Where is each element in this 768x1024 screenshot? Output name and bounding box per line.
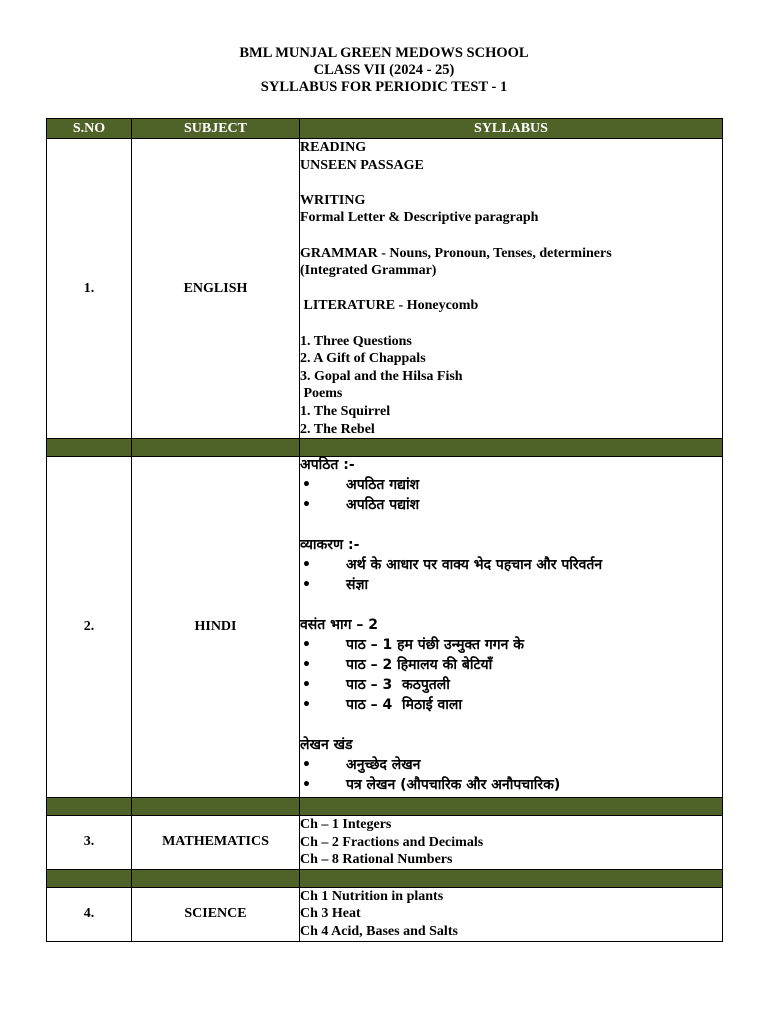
- bullet-icon: •: [302, 757, 311, 774]
- syllabus-line: 2. A Gift of Chappals: [300, 351, 426, 367]
- syllabus-line: [300, 577, 722, 597]
- syllabus-line: [300, 677, 722, 697]
- syllabus-line: Ch – 8 Rational Numbers: [300, 852, 453, 868]
- syllabus-line: 1. Three Questions: [300, 333, 412, 349]
- syllabus-line: LITERATURE - Honeycomb: [300, 298, 479, 314]
- separator-row: [47, 798, 723, 816]
- syllabus-line: Ch 3 Heat: [300, 906, 361, 922]
- syllabus-line: (Integrated Grammar): [300, 263, 437, 279]
- syllabus-line: Formal Letter & Descriptive paragraph: [300, 210, 539, 226]
- syllabus-line: Ch – 1 Integers: [300, 817, 392, 833]
- subject-cell: SCIENCE: [132, 887, 300, 941]
- column-header-sno: S.NO: [47, 119, 132, 139]
- syllabus-line-text: अनुच्छेद लेखन: [346, 757, 421, 774]
- syllabus-line: [300, 757, 722, 777]
- separator-cell: [47, 439, 132, 457]
- separator-cell: [47, 798, 132, 816]
- syllabus-line: [300, 617, 722, 637]
- syllabus-line: [300, 537, 722, 557]
- syllabus-cell: [300, 139, 723, 439]
- sno-cell: 2.: [47, 457, 132, 798]
- syllabus-line: [300, 174, 722, 192]
- bullet-icon: •: [302, 477, 311, 494]
- syllabus-line-text: व्याकरण :-: [300, 537, 360, 554]
- separator-cell: [47, 869, 132, 887]
- syllabus-line-text: पाठ – 4 मिठाई वाला: [346, 697, 462, 714]
- syllabus-line-text: पाठ – 3 कठपुतली: [346, 677, 450, 694]
- separator-cell: [300, 439, 723, 457]
- syllabus-line: [300, 517, 722, 537]
- syllabus-line-text: अपठित गद्यांश: [346, 477, 420, 494]
- syllabus-line: [300, 457, 722, 477]
- syllabus-line: [300, 227, 722, 245]
- syllabus-line-text: पत्र लेखन (औपचारिक और अनौपचारिक): [346, 777, 561, 794]
- separator-cell: [300, 798, 723, 816]
- syllabus-line-text: वसंत भाग – 2: [300, 617, 378, 634]
- bullet-icon: •: [302, 777, 311, 794]
- syllabus-line-text: लेखन खंड: [300, 737, 353, 754]
- separator-row: [47, 869, 723, 887]
- syllabus-line: WRITING: [300, 192, 366, 208]
- syllabus-line-text: अपठित :-: [300, 457, 355, 474]
- bullet-icon: •: [302, 577, 311, 594]
- syllabus-line: [300, 717, 722, 737]
- syllabus-line-text: पाठ – 2 हिमालय की बेटियाँ: [346, 657, 493, 674]
- bullet-icon: •: [302, 677, 311, 694]
- syllabus-line: UNSEEN PASSAGE: [300, 157, 424, 173]
- syllabus-cell: [300, 816, 723, 870]
- syllabus-table: [46, 118, 723, 942]
- class-title: CLASS VII (2024 - 25): [313, 62, 455, 78]
- bullet-icon: •: [302, 557, 311, 574]
- syllabus-line: [300, 315, 722, 333]
- document-header: [0, 45, 768, 96]
- syllabus-line-text: पाठ – 1 हम पंछी उन्मुक्त गगन के: [346, 637, 525, 654]
- syllabus-line-text: संज्ञा: [346, 577, 369, 594]
- table-row-science: [47, 887, 723, 941]
- syllabus-line: [300, 497, 722, 517]
- school-name: BML MUNJAL GREEN MEDOWS SCHOOL: [239, 45, 529, 61]
- syllabus-line: GRAMMAR - Nouns, Pronoun, Tenses, determiners: [300, 245, 612, 261]
- syllabus-line: [300, 637, 722, 657]
- syllabus-line: [300, 737, 722, 757]
- syllabus-line: Ch 4 Acid, Bases and Salts: [300, 924, 458, 940]
- subject-cell: MATHEMATICS: [132, 816, 300, 870]
- syllabus-cell: [300, 457, 723, 798]
- separator-cell: [132, 869, 300, 887]
- table-row-hindi: [47, 457, 723, 798]
- syllabus-line-text: अर्थ के आधार पर वाक्य भेद पहचान और परिवर्तन: [346, 557, 603, 574]
- syllabus-line-text: अपठित पद्यांश: [346, 497, 420, 514]
- syllabus-cell: [300, 887, 723, 941]
- table-row-mathematics: [47, 816, 723, 870]
- separator-cell: [300, 869, 723, 887]
- syllabus-line: [300, 697, 722, 717]
- table-row-english: [47, 139, 723, 439]
- syllabus-line: [300, 557, 722, 577]
- syllabus-line: 1. The Squirrel: [300, 403, 391, 419]
- syllabus-line: 3. Gopal and the Hilsa Fish: [300, 368, 463, 384]
- syllabus-line: 2. The Rebel: [300, 421, 375, 437]
- syllabus-line: [300, 280, 722, 298]
- subject-cell: ENGLISH: [132, 139, 300, 439]
- table-header-row: [47, 119, 723, 139]
- syllabus-title: SYLLABUS FOR PERIODIC TEST - 1: [260, 79, 508, 95]
- column-header-syllabus: SYLLABUS: [300, 119, 723, 139]
- syllabus-line: Ch 1 Nutrition in plants: [300, 888, 444, 904]
- syllabus-line: [300, 597, 722, 617]
- column-header-subject: SUBJECT: [132, 119, 300, 139]
- bullet-icon: •: [302, 497, 311, 514]
- bullet-icon: •: [302, 637, 311, 654]
- syllabus-line: [300, 777, 722, 797]
- syllabus-line: [300, 477, 722, 497]
- separator-row: [47, 439, 723, 457]
- sno-cell: 3.: [47, 816, 132, 870]
- subject-cell: HINDI: [132, 457, 300, 798]
- bullet-icon: •: [302, 657, 311, 674]
- separator-cell: [132, 439, 300, 457]
- syllabus-line: [300, 657, 722, 677]
- sno-cell: 1.: [47, 139, 132, 439]
- bullet-icon: •: [302, 697, 311, 714]
- syllabus-line: Ch – 2 Fractions and Decimals: [300, 834, 484, 850]
- separator-cell: [132, 798, 300, 816]
- sno-cell: 4.: [47, 887, 132, 941]
- syllabus-line: Poems: [300, 386, 343, 402]
- syllabus-line: READING: [300, 140, 367, 155]
